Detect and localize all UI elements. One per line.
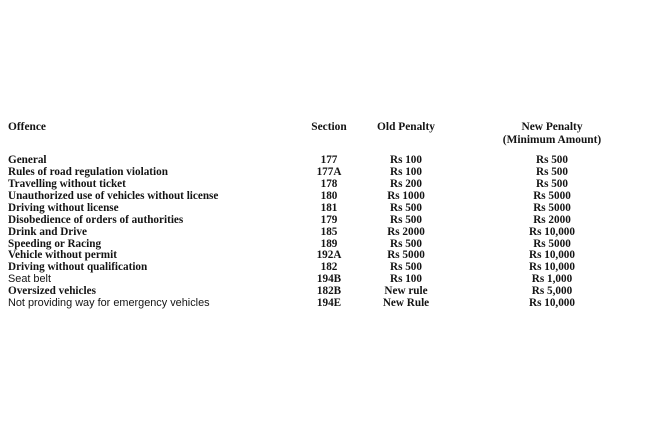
cell-new-penalty: Rs 5000	[533, 237, 571, 250]
cell-offence: Disobedience of orders of authorities	[8, 213, 184, 226]
table-body	[8, 155, 652, 310]
cell-section: 177	[320, 154, 338, 167]
cell-offence: Rules of road regulation violation	[8, 166, 168, 179]
cell-old-penalty: Rs 100	[389, 166, 422, 179]
column-header-section: Section	[311, 121, 347, 133]
cell-new-penalty: Rs 1,000	[531, 273, 573, 286]
cell-section: 194B	[316, 273, 342, 286]
table-row	[8, 203, 652, 215]
cell-section: 180	[320, 189, 338, 202]
cell-offence: Drink and Drive	[8, 225, 87, 238]
table-header-row	[8, 121, 652, 146]
cell-section: 185	[320, 225, 338, 238]
table-row	[8, 227, 652, 239]
cell-new-penalty: Rs 10,000	[529, 225, 575, 238]
cell-old-penalty: Rs 5000	[387, 249, 425, 262]
cell-new-penalty: Rs 500	[535, 178, 568, 190]
cell-offence: Driving without qualification	[8, 261, 148, 274]
table-row	[8, 298, 652, 310]
table-row	[8, 215, 652, 227]
cell-offence: Speeding or Racing	[8, 237, 102, 250]
cell-old-penalty: Rs 500	[389, 201, 422, 214]
cell-section: 181	[320, 201, 338, 214]
cell-old-penalty: Rs 100	[389, 273, 422, 286]
cell-section: 192A	[316, 249, 342, 262]
cell-old-penalty: Rs 500	[389, 237, 422, 250]
cell-section: 178	[320, 178, 338, 190]
column-header-offence: Offence	[8, 121, 46, 133]
cell-offence: Not providing way for emergency vehicles	[8, 297, 210, 310]
cell-old-penalty: New Rule	[382, 297, 430, 310]
cell-offence: Driving without license	[8, 201, 119, 214]
cell-section: 194E	[316, 297, 342, 310]
column-header-new-penalty-title: New Penalty	[521, 121, 583, 133]
cell-old-penalty: Rs 200	[389, 178, 422, 190]
cell-old-penalty: New rule	[384, 285, 428, 298]
cell-new-penalty: Rs 10,000	[529, 249, 575, 262]
cell-old-penalty: Rs 2000	[387, 225, 425, 238]
cell-new-penalty: Rs 10,000	[529, 297, 575, 310]
cell-offence: Unauthorized use of vehicles without license	[8, 189, 219, 202]
cell-new-penalty: Rs 5000	[533, 201, 571, 214]
cell-new-penalty: Rs 500	[535, 154, 568, 167]
cell-old-penalty: Rs 1000	[387, 189, 425, 202]
cell-section: 189	[320, 237, 338, 250]
cell-section: 182B	[316, 285, 342, 298]
cell-section: 177A	[316, 166, 342, 179]
column-header-new-penalty	[452, 121, 652, 146]
cell-old-penalty: Rs 500	[389, 213, 422, 226]
cell-offence: Seat belt	[8, 273, 51, 286]
header-spacer-cell	[8, 146, 298, 155]
cell-old-penalty: Rs 100	[389, 154, 422, 167]
column-header-new-penalty-subtitle: (Minimum Amount)	[502, 133, 602, 146]
cell-new-penalty: Rs 500	[535, 166, 568, 179]
cell-offence: Travelling without ticket	[8, 178, 126, 190]
cell-new-penalty: Rs 5,000	[531, 285, 573, 298]
cell-section: 179	[320, 213, 338, 226]
cell-section: 182	[320, 261, 338, 274]
cell-old-penalty: Rs 500	[389, 261, 422, 274]
cell-offence: General	[8, 154, 47, 167]
column-header-old-penalty: Old Penalty	[377, 121, 435, 133]
cell-offence: Vehicle without permit	[8, 249, 117, 262]
cell-new-penalty: Rs 5000	[533, 189, 571, 202]
cell-new-penalty: Rs 10,000	[529, 261, 575, 274]
cell-offence: Oversized vehicles	[8, 285, 96, 298]
cell-new-penalty: Rs 2000	[533, 213, 571, 226]
traffic-penalty-table	[8, 121, 652, 310]
table-header	[8, 121, 652, 155]
